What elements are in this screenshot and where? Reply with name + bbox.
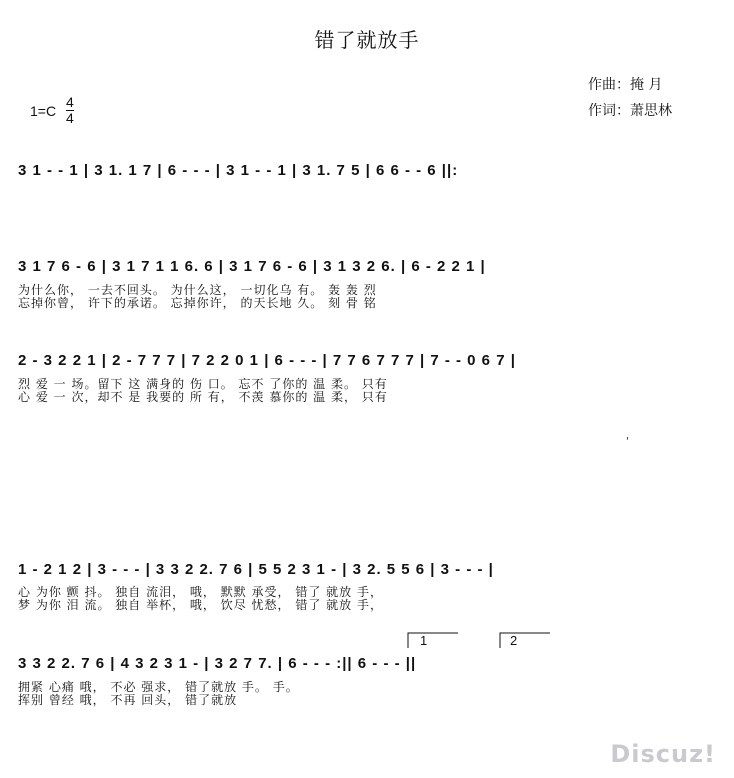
notes-line-3: 2 - 3 2 2 1 | 2 - 7 7 7 | 7 2 2 0 1 | 6 - - - | 7 7 6 7 7 7 | 7 - - 0 6 7 | [18,352,516,369]
time-signature-top: 4 [66,94,74,110]
notes-line-5: 3 3 2 2. 7 6 | 4 3 2 3 1 - | 3 2 7 7. | 6 - - - :|| 6 - - - || [18,655,417,672]
lyrics-line-3-verse-2: 心 爱 一 次，却不 是 我要的 所 有， 不羡 慕你的 温 柔， 只有 [18,390,388,404]
volta-1-number: 1 [420,633,428,648]
lyrics-line-3-verse-1: 烈 爱 一 场。留下 这 满身的 伤 口。 忘不 了你的 温 柔。 只有 [18,377,388,391]
lyrics-line-4-verse-1: 心 为你 颤 抖。 独自 流泪， 哦， 默默 承受， 错了 就放 手， [18,585,383,599]
composer-credit: 作曲：掩 月 [588,77,663,93]
song-title: 错了就放手 [314,28,420,52]
notes-line-2: 3 1 7 6 - 6 | 3 1 7 1 1 6. 6 | 3 1 7 6 - 6 | 3 1 3 2 6. | 6 - 2 2 1 | [18,258,486,275]
lyrics-line-5-verse-2: 挥别 曾经 哦， 不再 回头， 错了就放 [18,693,238,707]
key-signature: 1=C [30,103,57,119]
volta-1-bracket [408,633,458,648]
notes-line-4: 1 - 2 1 2 | 3 - - - | 3 3 2 2. 7 6 | 5 5 2 3 1 - | 3 2. 5 5 6 | 3 - - - | [18,561,494,578]
notes-line-1: 3 1 - - 1 | 3 1. 1 7 | 6 - - - | 3 1 - - 1 | 3 1. 7 5 | 6 6 - - 6 ||: [18,162,459,179]
lyrics-line-4-verse-2: 梦 为你 泪 流。 独自 举杯， 哦， 饮尽 忧愁， 错了 就放 手， [18,598,383,612]
lyrics-line-2-verse-2: 忘掉你曾， 许下的承诺。 忘掉你许， 的天长地 久。 刻 骨 铭 [18,296,377,310]
discuz-watermark: Discuz! [610,740,716,768]
lyrics-line-2-verse-1: 为什么你， 一去不回头。 为什么这， 一切化乌 有。 轰 轰 烈 [18,283,377,297]
stray-mark: ' [626,436,629,447]
lyrics-line-5-verse-1: 拥紧 心痛 哦， 不必 强求， 错了就放 手。 手。 [18,680,299,694]
lyricist-credit: 作词：萧思林 [588,103,672,119]
volta-2-number: 2 [510,633,518,648]
volta-2-bracket [500,633,550,648]
time-signature-bottom: 4 [66,110,74,126]
